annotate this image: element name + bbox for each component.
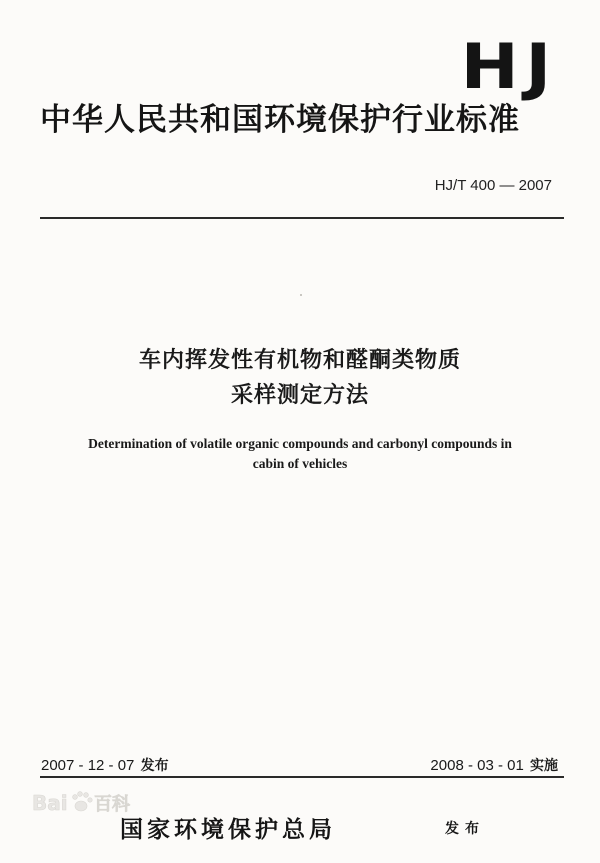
paper-speck [300,294,302,296]
title-zh-line2: 采样测定方法 [230,383,369,408]
svg-text:Bai: Bai [32,791,68,815]
hj-logo: HJ [460,30,558,103]
issuer-name: 国家环境保护总局 [120,816,336,843]
standard-number: HJ/T 400 — 2007 [434,177,552,194]
release-date-block [41,755,169,775]
title-zh-line1: 车内挥发性有机物和醛酮类物质 [138,348,461,373]
bottom-divider [40,776,564,778]
svg-text:百科: 百科 [94,794,130,815]
top-divider [40,217,564,219]
release-label: 发布 [140,758,169,774]
effective-date-block [430,755,558,775]
org-title: 中华人民共和国环境保护行业标准 [40,102,520,138]
effective-date: 2008 - 03 - 01 [430,757,524,774]
title-en-line2: cabin of vehicles [252,456,348,471]
effective-label: 实施 [530,758,558,774]
title-en-line1: Determination of volatile organic compounds and carbonyl compounds in [88,436,512,451]
release-date: 2007 - 12 - 07 [41,757,135,774]
issuer-label: 发布 [445,821,485,837]
